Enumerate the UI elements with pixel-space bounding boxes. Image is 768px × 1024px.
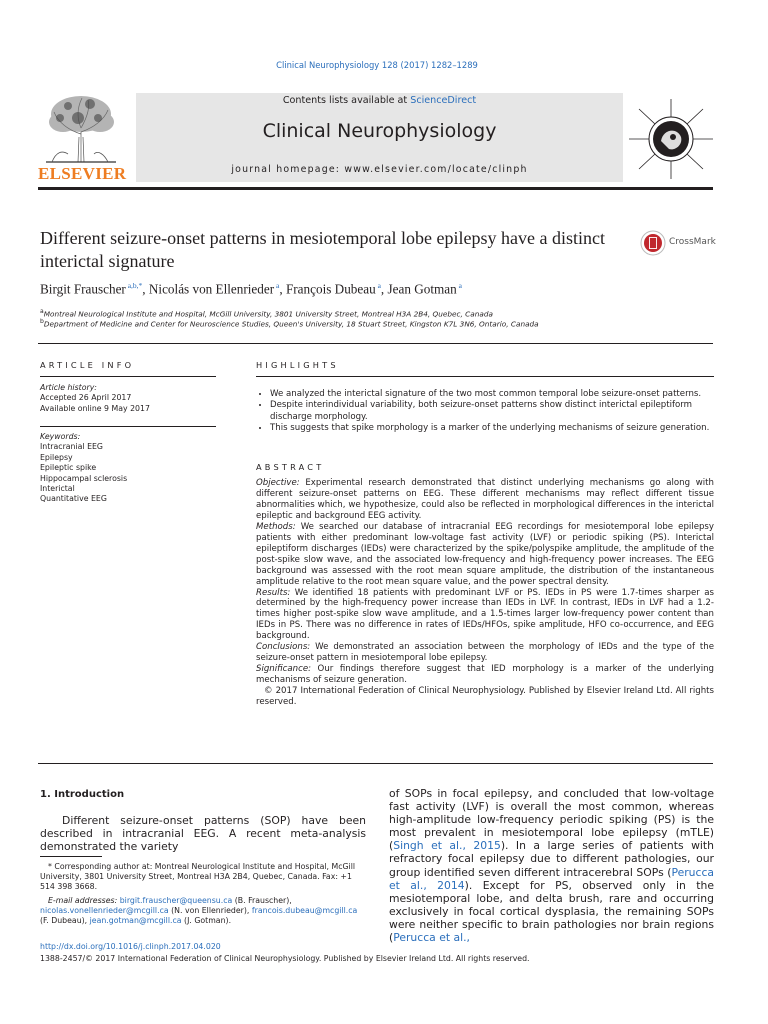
highlights-rule bbox=[256, 376, 714, 377]
abstract-end-rule bbox=[38, 763, 713, 764]
journal-name: Clinical Neurophysiology bbox=[262, 120, 497, 142]
email-link[interactable]: nicolas.vonellenrieder@mcgill.ca bbox=[40, 906, 169, 916]
abstract-significance: Significance: Our findings therefore suggest that IED morphology is a marker of the underlying mechanisms of seizure generation. bbox=[256, 664, 714, 686]
crossmark-badge[interactable] bbox=[640, 230, 716, 258]
sciencedirect-link[interactable]: ScienceDirect bbox=[410, 95, 477, 106]
header-rule bbox=[38, 187, 713, 190]
abstract-methods: Methods: We searched our database of intracranial EEG recordings for mesiotemporal lobe epilepsy patients with either predominant low-voltage fast activity (LVF) or periodic spiking (PS). Interictal epileptiform discharges (IEDs) were characterized by the spike/polyspike amplitude, the amplitude of the post-spike slow wave, and the associated low-frequency and high-frequency power increases. The EEG background was assessed with the root mean square amplitude, the distribution of the instantaneous amplitude relative to the root mean square value, and the power spectral density. bbox=[256, 521, 714, 587]
email-link[interactable]: francois.dubeau@mcgill.ca bbox=[251, 906, 358, 916]
author-affiliation-marker[interactable]: a,b,* bbox=[125, 281, 143, 290]
abstract-copyright: © 2017 International Federation of Clinical Neurophysiology. Published by Elsevier Ireland Ltd. All rights reserved. bbox=[256, 686, 714, 708]
keyword: Epilepsy bbox=[40, 452, 73, 462]
footnote-corresponding: * Corresponding author at: Montreal Neurological Institute and Hospital, McGill University, 3801 University Street, Montreal H3A 2B4, Quebec, Canada. Fax: +1 514 398 3668. bbox=[40, 862, 356, 892]
email-link[interactable]: jean.gotman@mcgill.ca bbox=[89, 916, 182, 926]
author-name: Jean Gotman bbox=[387, 281, 457, 297]
author-name: Nicolás von Ellenrieder bbox=[148, 281, 275, 297]
abstract-body bbox=[256, 478, 714, 708]
keyword: Epileptic spike bbox=[40, 463, 97, 473]
author-separator: , bbox=[279, 281, 286, 297]
contents-line: Contents lists available at ScienceDirect bbox=[282, 95, 477, 106]
article-history: Article history: Accepted 26 April 2017 Available online 9 May 2017 bbox=[40, 383, 150, 413]
article-info-rule bbox=[40, 376, 216, 377]
citation-link[interactable]: Singh et al., 2015 bbox=[393, 839, 501, 853]
publisher-wordmark: ELSEVIER bbox=[38, 164, 127, 183]
intro-heading: 1. Introduction bbox=[40, 789, 125, 800]
highlight-item: • We analyzed the interictal signature of the two most common temporal lobe seizure-onset patterns. bbox=[270, 389, 716, 400]
author-separator: , bbox=[380, 281, 388, 297]
doi-link[interactable]: http://dx.doi.org/10.1016/j.clinph.2017.04.020 bbox=[40, 942, 221, 951]
author-name: François Dubeau bbox=[285, 281, 376, 297]
journal-homepage[interactable]: journal homepage: www.elsevier.com/locate/clinph bbox=[231, 164, 528, 175]
journal-reference[interactable]: Clinical Neurophysiology 128 (2017) 1282–1289 bbox=[276, 60, 478, 70]
abstract-conclusions: Conclusions: We demonstrated an association between the morphology of IEDs and the type of the seizure-onset pattern in mesiotemporal lobe epilepsy. bbox=[256, 642, 714, 664]
history-rule bbox=[40, 426, 216, 427]
author-name: Birgit Frauscher bbox=[40, 281, 126, 297]
article-info-heading: ARTICLE INFO bbox=[40, 360, 135, 370]
abstract-objective: Objective: Experimental research demonstrated that distinct underlying mechanisms go along with different seizure-onset patterns on EEG. These different mechanisms may reflect different tissue abnormalities which, we hypothesize, could also be reflected in morphological differences in the interictal epileptic and background EEG activity. bbox=[256, 478, 714, 521]
author-affiliation-marker[interactable]: a bbox=[375, 281, 381, 290]
crossmark-icon bbox=[640, 230, 666, 256]
intro-left-paragraph: Different seizure-onset patterns (SOP) have been described in intracranial EEG. A recent meta-analysis demonstrated the variety bbox=[40, 814, 366, 854]
citation-link[interactable]: Perucca et al., 2014 bbox=[389, 865, 714, 892]
footnote-rule bbox=[40, 856, 102, 857]
email-link[interactable]: birgit.frauscher@queensu.ca bbox=[119, 896, 233, 905]
intro-right-paragraph: of SOPs in focal epilepsy, and concluded that low-voltage fast activity (LVF) is overall the most common, whereas high-amplitude low-frequency periodic spiking (PS) is the most prevalent in mesiotemporal lobe epilepsy (mTLE) (Singh et al., 2015). In a large series of patients with refractory focal epilepsy due to different pathologies, our group identified seven different intracerebral SOPs (Perucca et al., 2014). Except for PS, observed only in the mesiotemporal lobe, and delta brush, rare and occurring exclusively in focal cortical dysplasia, the remaining SOPs were neither specific to brain pathologies nor brain regions (Perucca et al., bbox=[389, 787, 714, 945]
abstract-results: Results: We identified 18 patients with predominant LVF or PS. IEDs in PS were 1.7-times sharper as determined by the high-frequency power increase than IEDs in LVF. In contrast, IEDs in LVF had a 1.2-times higher post-spike slow wave amplitude, and a 1.5-times larger low-frequency power content than IEDs in PS. There was no difference in rates of IEDs/HFOs, spike amplitude, HFO co-occurrence, and EEG background. bbox=[256, 587, 714, 642]
keyword: Interictal bbox=[40, 484, 75, 494]
journal-cover-emblem bbox=[627, 97, 715, 181]
keywords: Keywords: Intracranial EEG Epilepsy Epileptic spike Hippocampal sclerosis Interictal Quantitative EEG bbox=[40, 432, 128, 504]
highlights-heading: HIGHLIGHTS bbox=[256, 360, 339, 370]
author-affiliation-marker[interactable]: a bbox=[274, 281, 280, 290]
author-list bbox=[40, 281, 462, 297]
keyword: Hippocampal sclerosis bbox=[40, 473, 128, 483]
affiliation-a: $^a$Montreal Neurological Institute and Hospital, McGill University, 3801 University Street, Montreal H3A 2B4, Quebec, Canada bbox=[40, 308, 493, 319]
footnote-emails: E-mail addresses: birgit.frauscher@queensu.ca (B. Frauscher), nicolas.vonellenrieder@mcgill.ca (N. von Ellenrieder), francois.dubeau@mcgill.ca (F. Dubeau), jean.gotman@mcgill.ca (J. Gotman). bbox=[40, 896, 358, 926]
title-rule bbox=[38, 343, 713, 344]
abstract-heading: ABSTRACT bbox=[256, 462, 325, 472]
author-separator: , bbox=[142, 281, 149, 297]
highlight-item: • Despite interindividual variability, both seizure-onset patterns show distinct interictal epileptiform discharge morphology. bbox=[270, 400, 716, 423]
issn-line: 1388-2457/© 2017 International Federation of Clinical Neurophysiology. Published by Elsevier Ireland Ltd. All rights reserved. bbox=[40, 954, 530, 963]
keyword: Intracranial EEG bbox=[40, 442, 103, 452]
crossmark-label: CrossMark bbox=[669, 237, 716, 247]
keyword: Quantitative EEG bbox=[40, 494, 107, 504]
author-affiliation-marker[interactable]: a bbox=[456, 281, 462, 290]
elsevier-tree-logo bbox=[38, 92, 124, 164]
highlights-list bbox=[256, 389, 716, 435]
citation-link[interactable]: Perucca et al., bbox=[393, 931, 470, 945]
highlight-item: • This suggests that spike morphology is a marker of the underlying mechanisms of seizure generation. bbox=[270, 423, 716, 434]
article-title: Different seizure-onset patterns in mesiotemporal lobe epilepsy have a distinct interictal signature bbox=[40, 228, 605, 271]
affiliation-b: $^b$Department of Medicine and Center for Neuroscience Studies, Queen's University, 18 Stuart Street, Kingston K7L 3N6, Ontario, Canada bbox=[40, 318, 539, 329]
